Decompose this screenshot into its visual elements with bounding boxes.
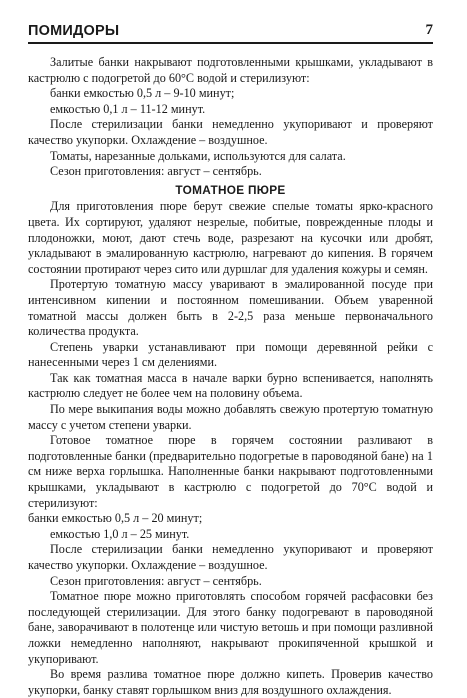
- paragraph: Так как томатная масса в начале варки бурно вспенивается, наполнять кастрюлю следует не более чем на половину объема.: [28, 370, 433, 401]
- paragraph: Готовое томатное пюре в горячем состоянии разливают в подготовленные банки (предварительно подогретые в пароводяной бане) на 1 см ниже верха горлышка. Наполненные банки накрывают подготовленными крышками, укладывают в кастрюлю с подогретой до 70°С водой и стерилизуют:: [28, 433, 433, 510]
- paragraph: По мере выкипания воды можно добавлять свежую протертую томатную массу с учетом степени уварки.: [28, 402, 433, 432]
- paragraph: Томатное пюре можно приготовлять способом горячей расфасовки без последующей стерилизации. Для этого банку подогревают в пароводяной бане, заворачивают в полотенце или чистую ветошь и при помощи разливной ложки немедленно наполняют, накрывают прокипяченной крышкой и укупоривают.: [28, 589, 433, 666]
- paragraph: емкостью 0,1 л – 11-12 минут.: [50, 101, 206, 116]
- paragraph: Для приготовления пюре берут свежие спелые томаты ярко-красного цвета. Их сортируют, удаляют незрелые, побитые, поврежденные плоды и плодоножки, моют, дают стечь воде, разрезают на кусочки или дробят, укладывают в эмалированную кастрюлю, нагревают до кипения. В горячем состоянии протирают через сито или дуршлаг для удаления кожуры и семян.: [28, 199, 433, 276]
- page-number: 7: [425, 22, 433, 38]
- page-body: [28, 55, 433, 698]
- paragraph: Во время разлива томатное пюре должно кипеть. Проверив качество укупорки, банку ставят горлышком вниз для воздушного охлаждения.: [28, 667, 433, 697]
- paragraph: После стерилизации банки немедленно укупоривают и проверяют качество укупорки. Охлаждение – воздушное.: [28, 542, 433, 572]
- paragraph: емкостью 1,0 л – 25 минут.: [50, 526, 190, 541]
- paragraph: Сезон приготовления: август – сентябрь.: [50, 573, 262, 588]
- paragraph: банки емкостью 0,5 л – 9-10 минут;: [50, 86, 235, 101]
- paragraph: Протертую томатную массу уваривают в эмалированной посуде при интенсивном кипении и постоянном помешивании. Объем уваренной томатной массы должен быть в 2-2,5 раза меньше первоначального количества продукта.: [28, 277, 433, 339]
- section-title: ТОМАТНОЕ ПЮРЕ: [175, 182, 286, 197]
- paragraph: банки емкостью 0,5 л – 20 минут;: [28, 511, 203, 526]
- running-title: ПОМИДОРЫ: [28, 23, 120, 39]
- paragraph: После стерилизации банки немедленно укупоривают и проверяют качество укупорки. Охлаждение – воздушное.: [28, 117, 433, 147]
- paragraph: Томаты, нарезанные дольками, используются для салата.: [50, 148, 346, 163]
- paragraph: Сезон приготовления: август – сентябрь.: [50, 164, 262, 179]
- paragraph: Залитые банки накрывают подготовленными крышками, укладывают в кастрюлю с подогретой до 60°С водой и стерилизуют:: [28, 55, 433, 85]
- paragraph: Степень уварки устанавливают при помощи деревянной рейки с нанесенными через 1 см делениями.: [28, 339, 433, 370]
- page-header: [28, 20, 433, 44]
